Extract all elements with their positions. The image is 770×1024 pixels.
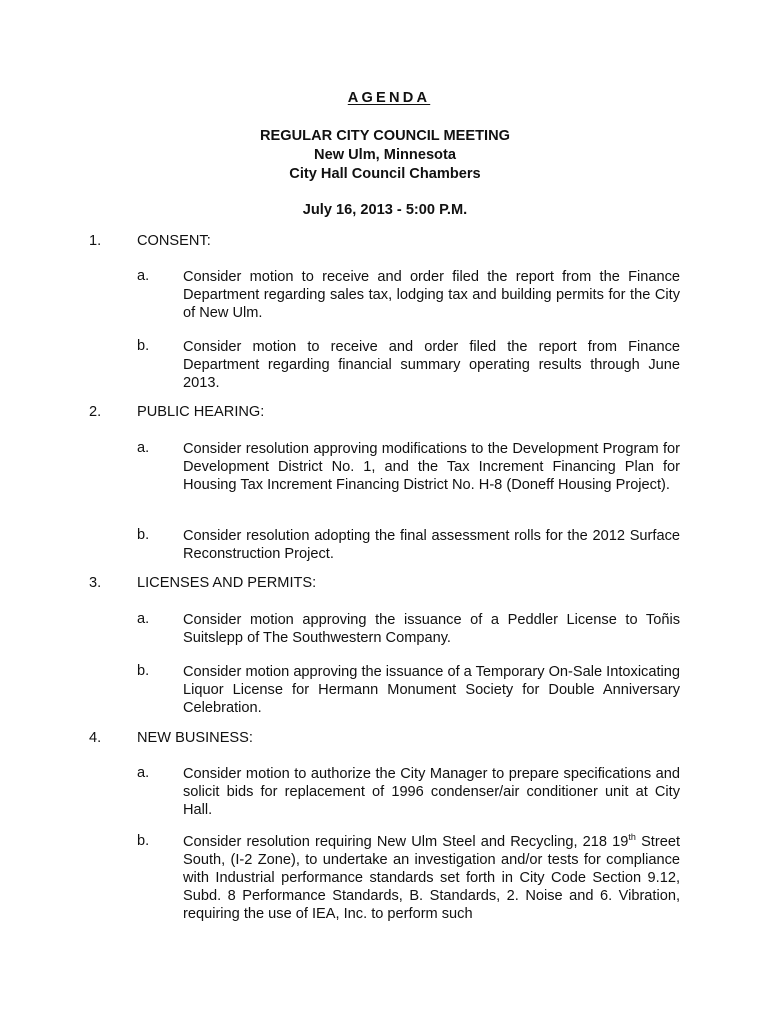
item-letter: a. [137,440,150,456]
item-letter: b. [137,338,150,354]
meeting-city: New Ulm, Minnesota [314,147,456,163]
meeting-location: City Hall Council Chambers [289,166,481,182]
item-text: Consider motion to authorize the City Manager to prepare specifications and solicit bids for replacement of 1996 condenser/air conditioner unit at City Hall. [183,766,680,818]
item-text: Consider motion to receive and order filed the report from Finance Department regarding financial summary operating results through June 2013. [183,339,680,391]
item-text-part: Consider resolution requiring New Ulm Steel and Recycling, 218 19 [183,834,629,850]
meeting-name: REGULAR CITY COUNCIL MEETING [260,128,510,144]
item-letter: b. [137,527,150,543]
item-text-part: Street South, (I-2 Zone), to undertake an investigation and/or tests for compliance with Industrial performance standards set forth in City Code Section 9.12, Subd. 8 Performance Standards, B. Standards, 2. Noise and 6. Vibration, requiring the use of IEA, Inc. to perform such [183,834,680,922]
ordinal-suffix: th [628,832,636,843]
item-text: Consider motion approving the issuance of a Peddler License to Toñis Suitslepp of The Southwestern Company. [183,612,680,646]
item-letter: a. [137,765,150,781]
item-letter: b. [137,833,150,849]
item-text: Consider resolution adopting the final assessment rolls for the 2012 Surface Reconstruction Project. [183,528,680,562]
meeting-header [0,127,770,184]
section-number: 2. [89,404,102,420]
item-text: Consider motion approving the issuance of a Temporary On-Sale Intoxicating Liquor License for Hermann Monument Society for Double Anniversary Celebration. [183,664,680,716]
item-letter: a. [137,268,150,284]
item-text [183,833,680,923]
item-text: Consider resolution approving modifications to the Development Program for Development District No. 1, and the Tax Increment Financing Plan for Housing Tax Increment Financing District No. H-8 (Doneff Housing Project). [183,441,680,493]
item-letter: b. [137,663,150,679]
item-text: Consider motion to receive and order filed the report from the Finance Department regarding sales tax, lodging tax and building permits for the City of New Ulm. [183,269,680,321]
section-title: NEW BUSINESS: [137,730,253,746]
section-number: 1. [89,233,102,249]
section-title: PUBLIC HEARING: [137,404,265,420]
section-title: LICENSES AND PERMITS: [137,575,317,591]
item-letter: a. [137,611,150,627]
section-title: CONSENT: [137,233,211,249]
agenda-title: AGENDA [347,90,431,106]
section-number: 3. [89,575,102,591]
section-number: 4. [89,730,102,746]
meeting-date: July 16, 2013 - 5:00 P.M. [302,202,468,218]
